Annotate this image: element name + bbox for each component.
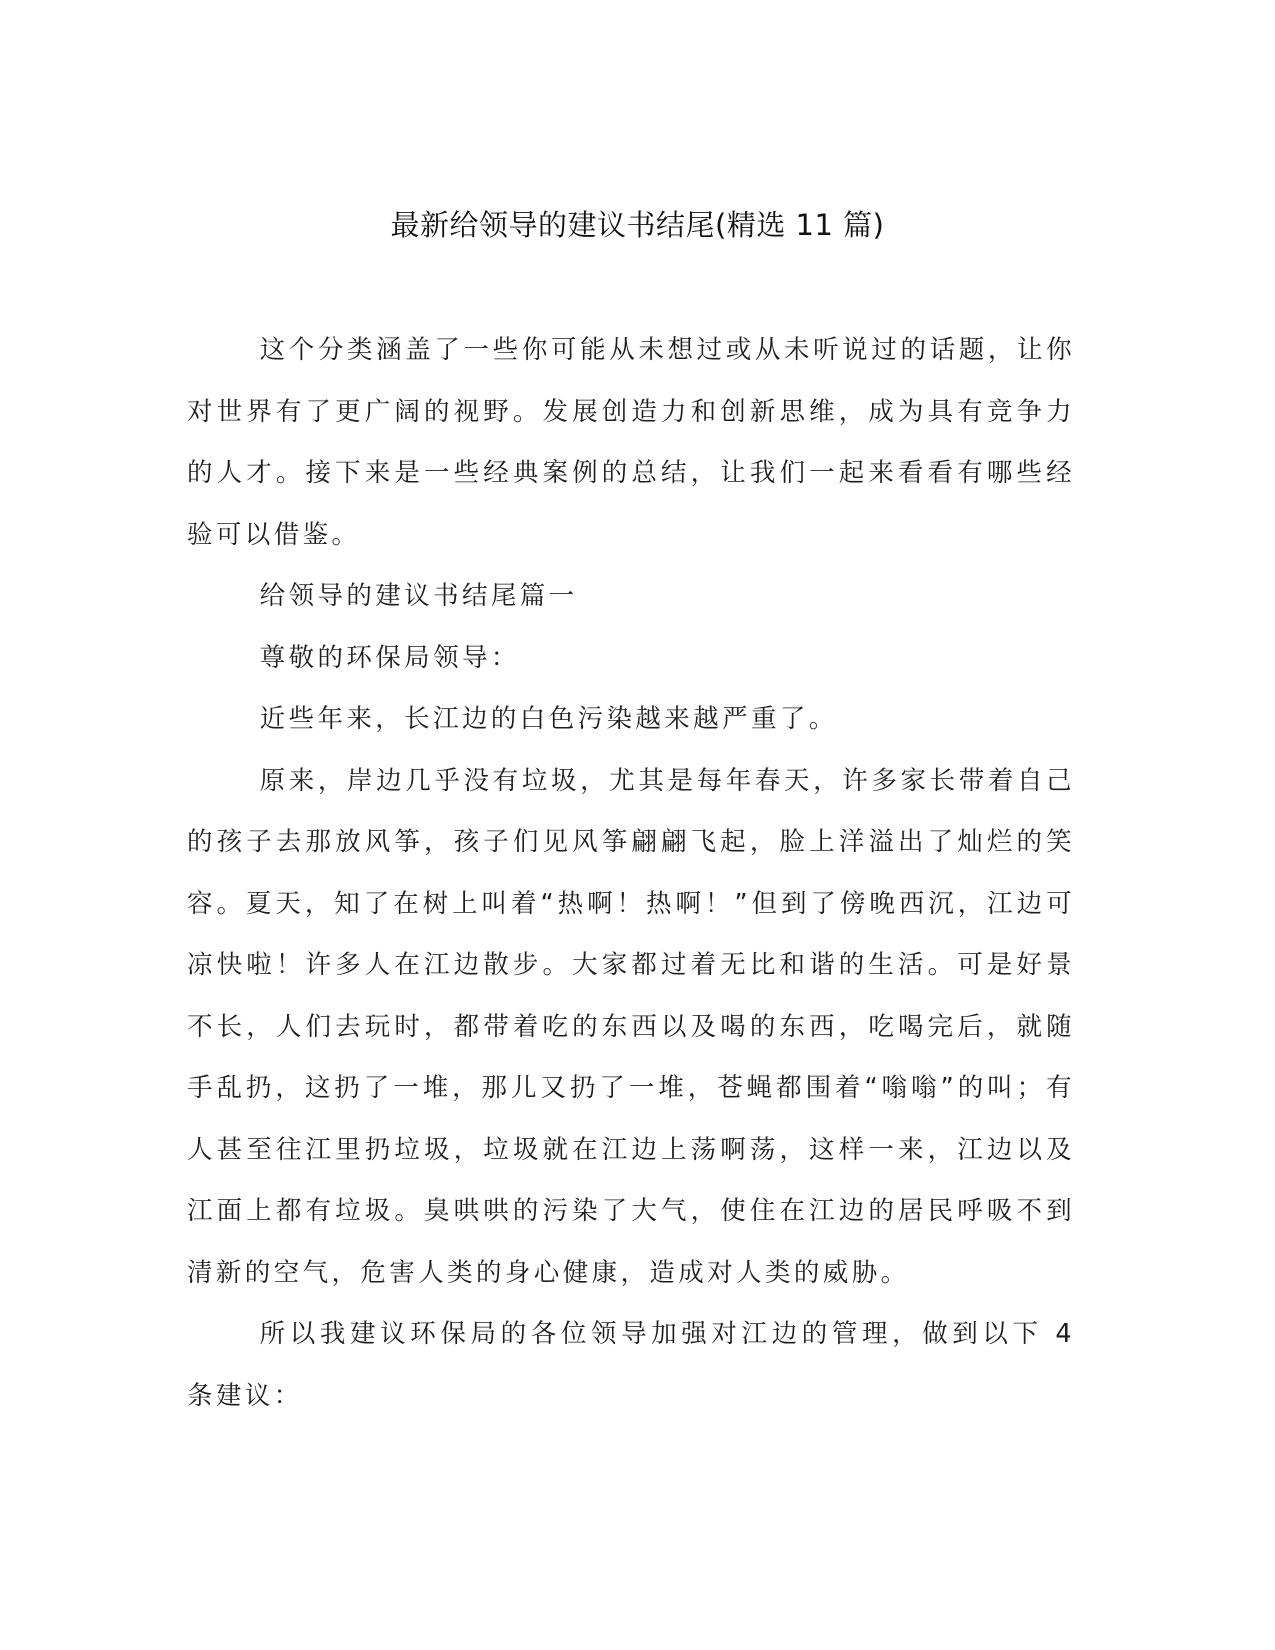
document-body	[187, 320, 1075, 1427]
body-paragraph: 原来，岸边几乎没有垃圾，尤其是每年春天，许多家长带着自己的孩子去那放风筝，孩子们见风筝翩翩飞起，脸上洋溢出了灿烂的笑容。夏天，知了在树上叫着“热啊！热啊！”但到了傍晚西沉，江边可凉快啦！许多人在江边散步。大家都过着无比和谐的生活。可是好景不长，人们去玩时，都带着吃的东西以及喝的东西，吃喝完后，就随手乱扔，这扔了一堆，那儿又扔了一堆，苍蝇都围着“嗡嗡”的叫；有人甚至往江里扔垃圾，垃圾就在江边上荡啊荡，这样一来，江边以及江面上都有垃圾。臭哄哄的污染了大气，使住在江边的居民呼吸不到清新的空气，危害人类的身心健康，造成对人类的威胁。	[187, 765, 1075, 1288]
body-paragraph: 近些年来，长江边的白色污染越来越严重了。	[259, 704, 838, 734]
section-heading: 给领导的建议书结尾篇一	[259, 581, 578, 611]
intro-paragraph: 这个分类涵盖了一些你可能从未想过或从未听说过的话题，让你对世界有了更广阔的视野。发展创造力和创新思维，成为具有竞争力的人才。接下来是一些经典案例的总结，让我们一起来看看有哪些经验可以借鉴。	[187, 335, 1075, 550]
body-paragraph: 所以我建议环保局的各位领导加强对江边的管理，做到以下 4 条建议：	[187, 1319, 1075, 1411]
salutation: 尊敬的环保局领导：	[259, 642, 520, 673]
document-title: 最新给领导的建议书结尾(精选 11 篇)	[390, 208, 885, 242]
